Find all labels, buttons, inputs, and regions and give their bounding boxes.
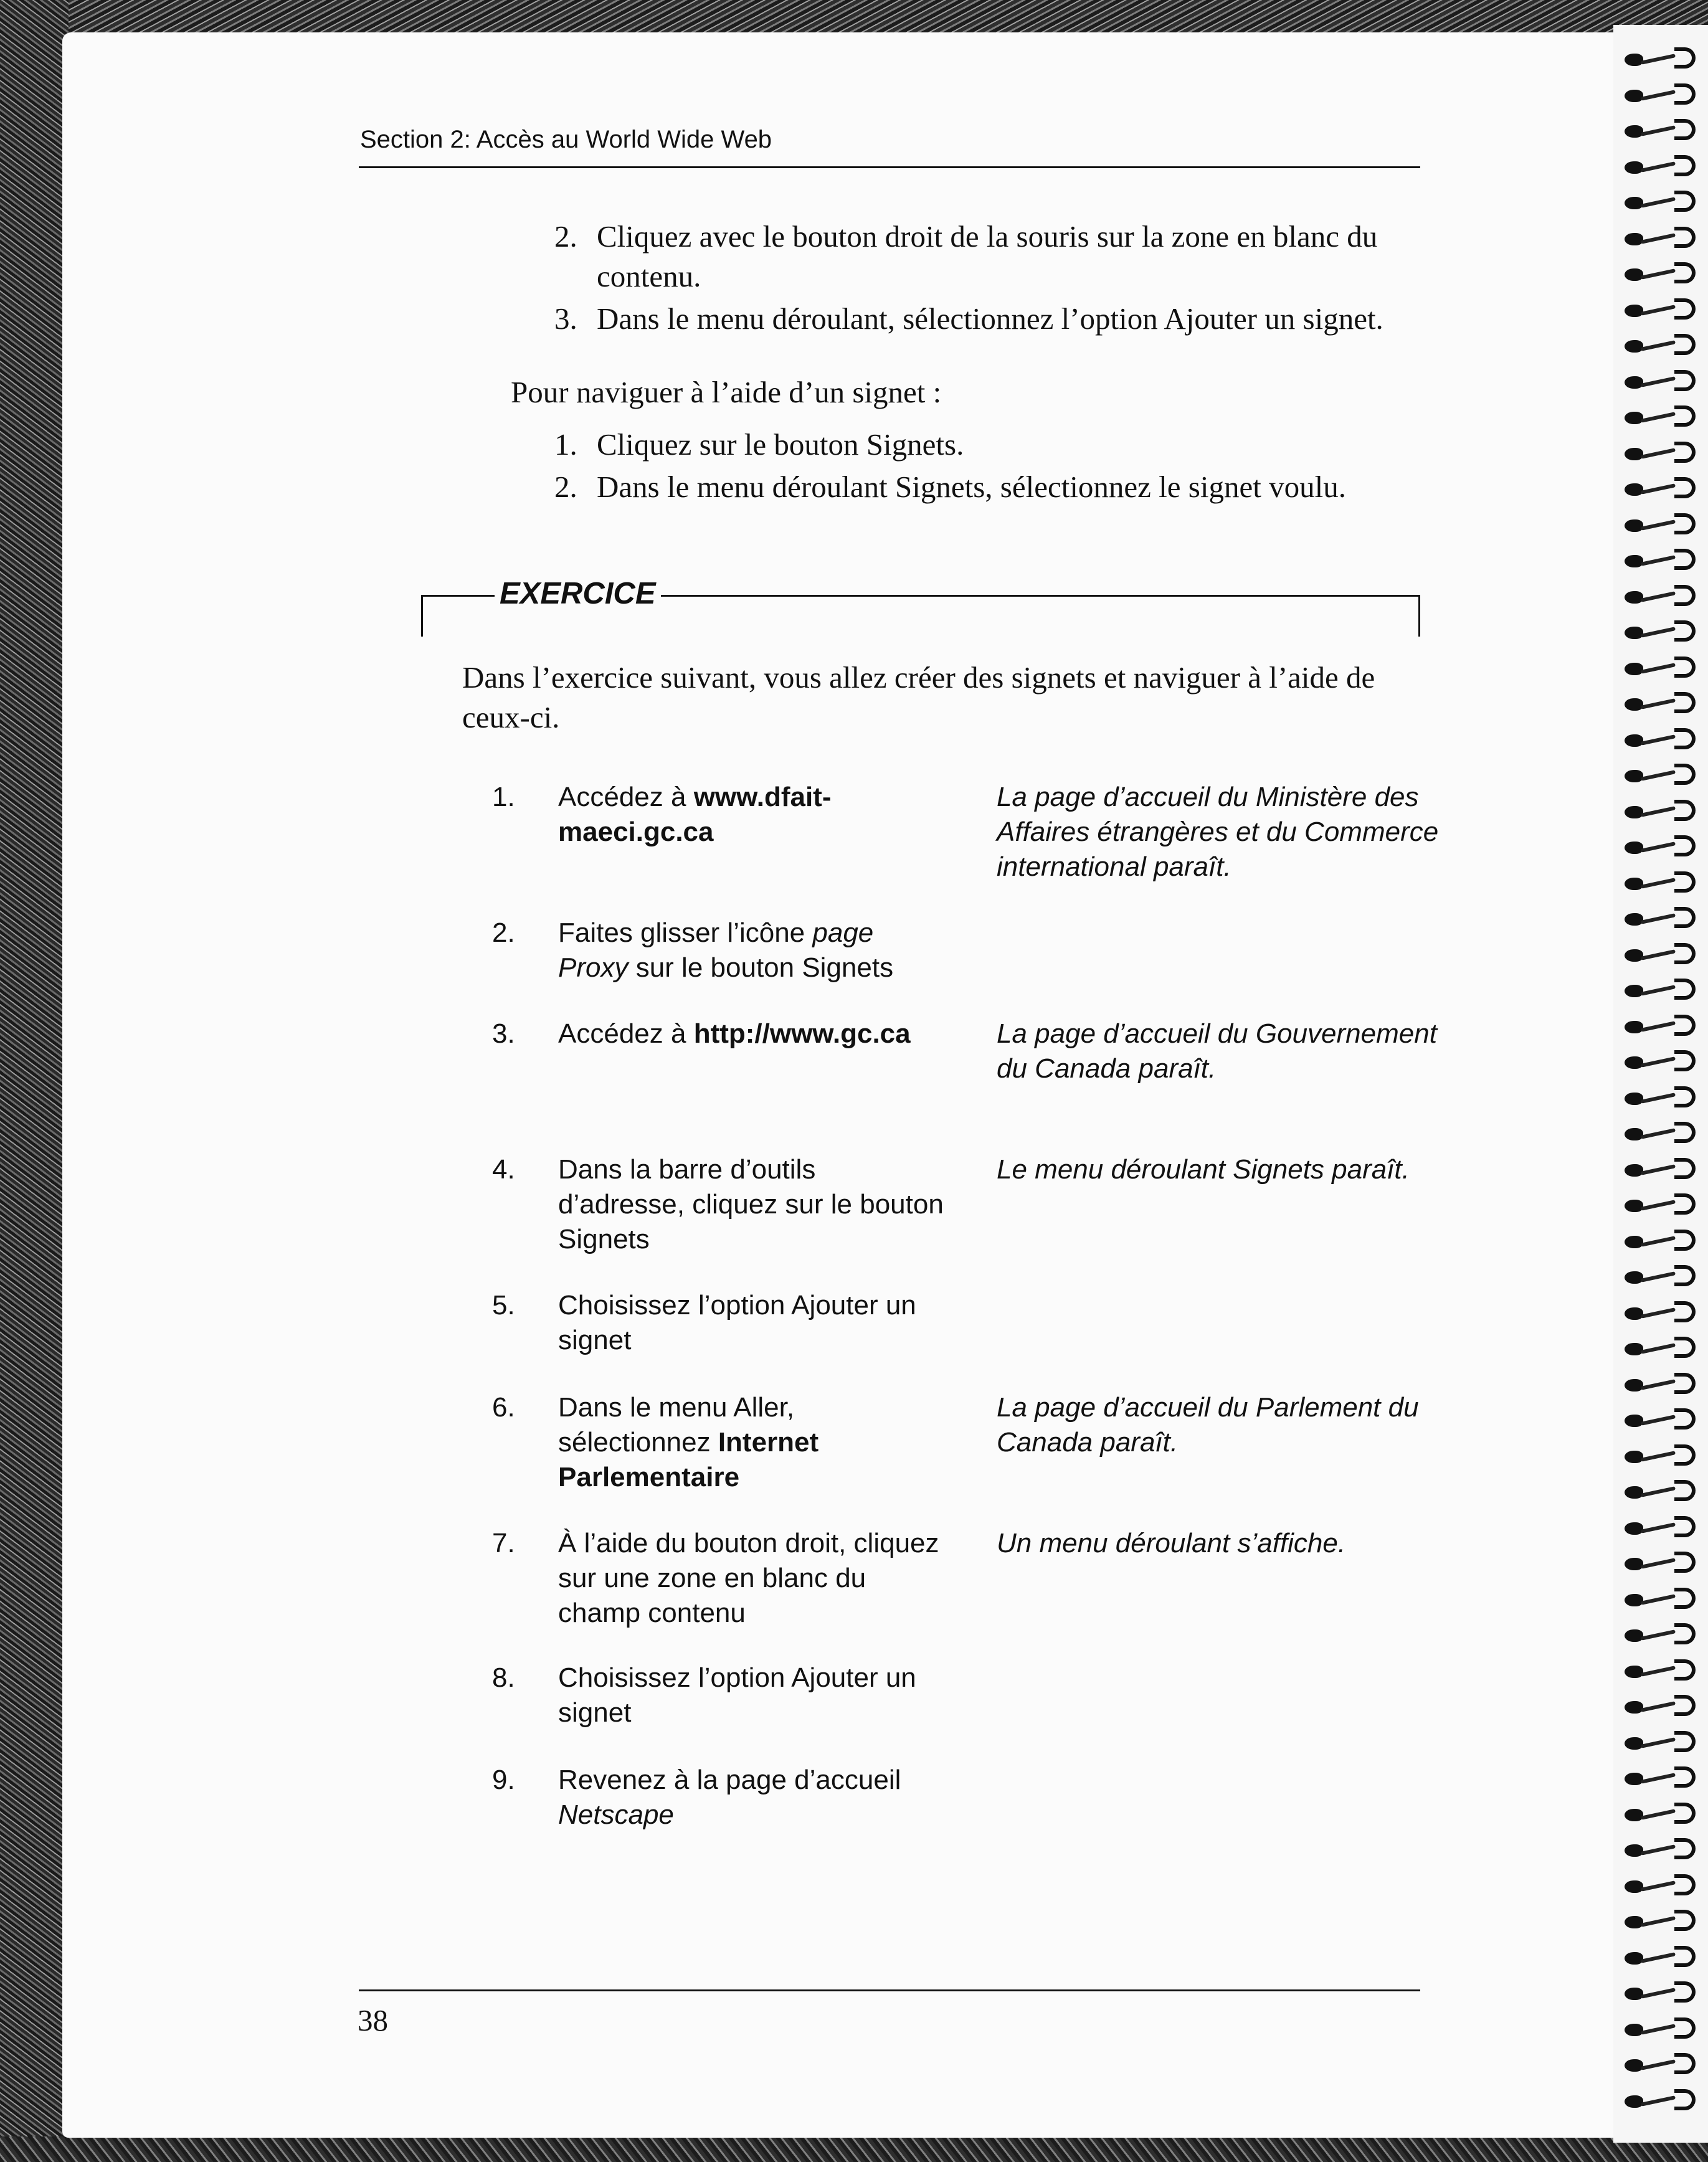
binding-coil <box>1625 301 1693 320</box>
binding-coil <box>1625 731 1693 749</box>
scan-border-top <box>0 0 1708 37</box>
row-instruction: Faites glisser l’icône page Proxy sur le bouton Signets <box>558 917 894 983</box>
step-number: 1. <box>554 427 577 462</box>
icon-name-text: page Proxy <box>558 917 874 983</box>
binding-coil <box>1625 158 1693 176</box>
step-text: Dans le menu déroulant Signets, sélectionnez le signet voulu. <box>597 470 1346 504</box>
binding-coil <box>1625 1304 1693 1322</box>
binding-coil <box>1625 516 1693 534</box>
navigate-lead: Pour naviguer à l’aide d’un signet : <box>511 375 942 409</box>
list-item <box>554 467 1426 507</box>
row-number: 8. <box>492 1662 515 1693</box>
binding-coil <box>1625 121 1693 140</box>
row-instruction: Choisissez l’option Ajouter un signet <box>558 1290 916 1355</box>
scan-border-bottom <box>0 2136 1708 2162</box>
row-instruction: Choisissez l’option Ajouter un signet <box>558 1662 916 1728</box>
list-item <box>554 217 1426 296</box>
list-item <box>554 299 1426 339</box>
row-instruction: Dans le menu Aller, sélectionnez Internet Parlementaire <box>558 1392 819 1492</box>
row-instruction: À l’aide du bouton droit, cliquez sur une zone en blanc du champ contenu <box>558 1528 939 1628</box>
row-result: Le menu déroulant Signets paraît. <box>997 1154 1410 1185</box>
page-name-text: Netscape <box>558 1799 674 1830</box>
binding-coil <box>1625 909 1693 928</box>
row-number: 3. <box>492 1018 515 1049</box>
binding-coil <box>1625 50 1693 69</box>
binding-coil <box>1625 1841 1693 1859</box>
binding-coil <box>1625 946 1693 964</box>
binding-coil <box>1625 1590 1693 1609</box>
binding-coil <box>1625 1948 1693 1967</box>
binding-coil <box>1625 1447 1693 1466</box>
binding-coil <box>1625 1662 1693 1681</box>
binding-coil <box>1625 1124 1693 1143</box>
row-instruction: Accédez à http://www.gc.ca <box>558 1018 911 1049</box>
row-result: Un menu déroulant s’affiche. <box>997 1528 1346 1558</box>
binding-coil <box>1625 1554 1693 1573</box>
binding-coil <box>1625 1733 1693 1752</box>
row-result: La page d’accueil du Gouvernement du Canada paraît. <box>997 1018 1437 1084</box>
intro-steps <box>554 217 1426 339</box>
binding-coil <box>1625 766 1693 785</box>
binding-coil <box>1625 587 1693 606</box>
binding-coil <box>1625 1984 1693 2003</box>
step-text: Cliquez avec le bouton droit de la souris sur la zone en blanc du contenu. <box>597 219 1378 293</box>
binding-coil <box>1625 444 1693 463</box>
navigate-steps <box>554 425 1426 507</box>
binding-coil <box>1625 408 1693 427</box>
url-text: http://www.gc.ca <box>693 1018 911 1049</box>
binding-coil <box>1625 372 1693 391</box>
row-instruction: Revenez à la page d’accueil Netscape <box>558 1765 901 1830</box>
step-text: Cliquez sur le bouton Signets. <box>597 427 964 462</box>
binding-coil <box>1625 1053 1693 1071</box>
binding-coil <box>1625 1160 1693 1179</box>
binding-coil <box>1625 1196 1693 1215</box>
binding-coil <box>1625 981 1693 1000</box>
binding-coil <box>1625 86 1693 105</box>
row-number: 1. <box>492 782 515 812</box>
binding-coil <box>1625 1482 1693 1501</box>
binding-coil <box>1625 1626 1693 1644</box>
row-number: 9. <box>492 1765 515 1795</box>
binding-coil <box>1625 551 1693 570</box>
binding-coil <box>1625 336 1693 355</box>
binding-coil <box>1625 1232 1693 1251</box>
list-item <box>554 425 1426 465</box>
binding-coil <box>1625 193 1693 212</box>
binding-coil <box>1625 2020 1693 2039</box>
exercise-title: EXERCICE <box>495 576 661 611</box>
binding-coil <box>1625 1268 1693 1286</box>
row-number: 5. <box>492 1290 515 1320</box>
binding-coil <box>1625 2092 1693 2110</box>
binding-coil <box>1625 623 1693 642</box>
binding-coil <box>1625 1805 1693 1824</box>
binding-coil <box>1625 1411 1693 1429</box>
binding-coil <box>1625 1877 1693 1895</box>
binding-coil <box>1625 1339 1693 1358</box>
binding-coil <box>1625 2055 1693 2074</box>
footer-rule <box>359 1989 1420 1991</box>
binding-coil <box>1625 1519 1693 1537</box>
binding-coil <box>1625 659 1693 678</box>
binding-coil <box>1625 838 1693 856</box>
running-head: Section 2: Accès au World Wide Web <box>360 126 772 153</box>
row-number: 2. <box>492 917 515 948</box>
row-result: La page d’accueil du Parlement du Canada paraît. <box>997 1392 1419 1458</box>
row-number: 7. <box>492 1528 515 1558</box>
step-number: 2. <box>554 219 577 254</box>
step-text: Dans le menu déroulant, sélectionnez l’option Ajouter un signet. <box>597 301 1383 336</box>
row-result: La page d’accueil du Ministère des Affaires étrangères et du Commerce international paraît. <box>997 782 1439 882</box>
binding-coil <box>1625 1375 1693 1394</box>
step-number: 2. <box>554 470 577 504</box>
page-number: 38 <box>358 2003 388 2037</box>
exercise-intro: Dans l’exercice suivant, vous allez créer des signets et naviguer à l’aide de ceux-ci. <box>462 660 1375 734</box>
row-number: 4. <box>492 1154 515 1185</box>
row-instruction: Accédez à www.dfait-maeci.gc.ca <box>558 782 832 847</box>
header-rule <box>359 166 1420 168</box>
spiral-binding <box>1613 25 1708 2143</box>
binding-coil <box>1625 229 1693 248</box>
binding-coil <box>1625 1089 1693 1107</box>
url-text: www.dfait-maeci.gc.ca <box>558 782 832 847</box>
menu-item-text: Internet Parlementaire <box>558 1427 819 1492</box>
binding-coil <box>1625 480 1693 498</box>
binding-coil <box>1625 1697 1693 1716</box>
row-instruction: Dans la barre d’outils d’adresse, cliquez sur le bouton Signets <box>558 1154 944 1254</box>
step-number: 3. <box>554 301 577 336</box>
scan-border-left <box>0 0 69 2162</box>
binding-coil <box>1625 1912 1693 1931</box>
binding-coil <box>1625 802 1693 821</box>
binding-coil <box>1625 695 1693 713</box>
row-number: 6. <box>492 1392 515 1423</box>
binding-coil <box>1625 1017 1693 1036</box>
binding-coil <box>1625 874 1693 893</box>
binding-coil <box>1625 1769 1693 1788</box>
binding-coil <box>1625 265 1693 283</box>
